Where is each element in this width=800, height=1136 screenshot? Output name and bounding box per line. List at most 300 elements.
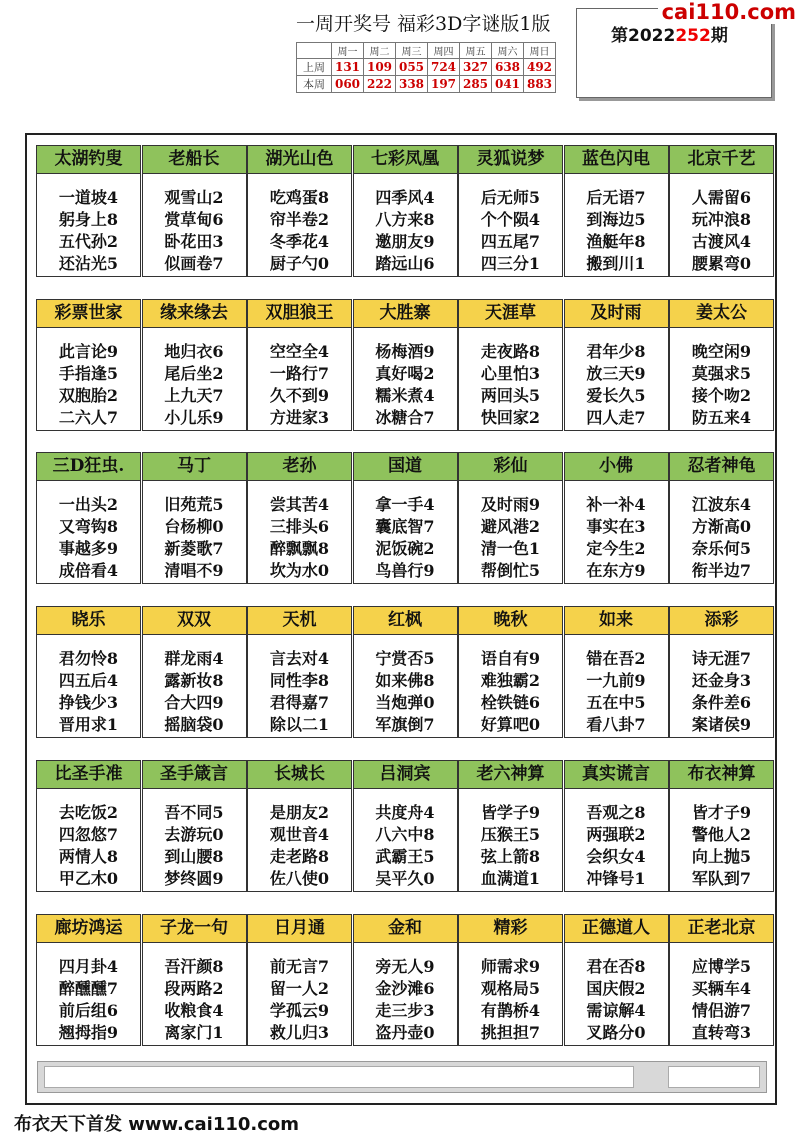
riddle-clue: 言去对4	[269, 649, 330, 668]
riddle-clues	[670, 328, 773, 429]
riddle-clue: 收粮食4	[164, 1001, 224, 1020]
bottom-bar-field	[668, 1066, 760, 1088]
riddle-clue: 似画卷7	[164, 254, 224, 273]
riddle-clue: 摇脑袋0	[164, 715, 224, 734]
riddle-clues	[354, 481, 457, 582]
riddle-clue: 吴平久0	[375, 869, 435, 888]
riddle-clues	[143, 789, 246, 890]
riddle-clues	[143, 481, 246, 582]
riddle-clue: 甲乙木0	[58, 869, 119, 888]
riddle-cell	[353, 914, 458, 1046]
riddle-clues	[248, 943, 351, 1044]
riddle-clue: 帮倒忙5	[480, 561, 541, 580]
riddle-cell	[142, 914, 247, 1046]
riddle-clues	[565, 943, 668, 1044]
riddle-clue: 四三分1	[480, 254, 541, 273]
riddle-author: 姜太公	[670, 300, 773, 328]
riddle-clue: 醉醺醺7	[58, 979, 119, 998]
riddle-clue: 坎为水0	[269, 561, 330, 580]
riddle-clue: 离家门1	[164, 1023, 224, 1042]
riddle-clue: 皆才子9	[691, 803, 752, 822]
riddle-cell	[36, 145, 141, 277]
riddle-clue: 古渡风4	[691, 232, 752, 251]
riddle-clue: 还沾光5	[58, 254, 119, 273]
riddle-clue: 莫强求5	[691, 363, 752, 383]
riddle-clue: 四五后4	[58, 671, 119, 690]
riddle-author: 子龙一句	[143, 915, 246, 943]
riddle-clue: 到海边5	[586, 210, 646, 229]
riddle-author: 日月通	[248, 915, 351, 943]
riddle-author: 天机	[248, 607, 351, 635]
riddle-clue: 诗无涯7	[691, 649, 752, 668]
riddle-clue: 在东方9	[586, 561, 646, 580]
riddle-clue: 杨梅酒9	[375, 341, 435, 361]
riddle-clue: 渔艇年8	[586, 232, 646, 251]
bottom-bar	[37, 1061, 767, 1093]
riddle-clue: 尾后坐2	[164, 363, 224, 383]
riddle-cell	[36, 606, 141, 738]
riddle-clue: 吾观之8	[586, 803, 646, 822]
riddle-cell	[247, 760, 352, 892]
riddle-clue: 一道坡4	[58, 188, 119, 207]
riddle-clue: 方渐高0	[691, 517, 752, 536]
riddle-clue: 醉飘飘8	[269, 539, 330, 558]
riddle-clue: 晚空闲9	[691, 341, 752, 361]
riddle-clue: 赏草甸6	[164, 210, 224, 229]
riddle-clue: 快回家2	[480, 407, 541, 427]
riddle-clue: 个个陨4	[480, 210, 541, 229]
draw-number: 060	[332, 76, 364, 93]
riddle-clue: 五代孙2	[58, 232, 119, 251]
riddle-clue: 接个吻2	[691, 385, 752, 405]
riddle-clue: 五在中5	[586, 693, 646, 712]
riddle-cell	[669, 145, 774, 277]
riddle-clue: 又弯钩8	[58, 517, 119, 536]
riddle-clue: 手指逢5	[58, 363, 119, 383]
riddle-clue: 梦终圆9	[164, 869, 224, 888]
riddle-clue: 会织女4	[586, 847, 646, 866]
last-week-row	[297, 59, 556, 76]
riddle-cell	[142, 606, 247, 738]
riddle-clue: 师需求9	[480, 957, 541, 976]
riddle-cell	[458, 299, 563, 431]
draw-number: 055	[396, 59, 428, 76]
riddle-clue: 台杨柳0	[164, 517, 224, 536]
riddle-clues	[565, 635, 668, 736]
riddle-clues	[37, 635, 140, 736]
riddle-clue: 观格局5	[480, 979, 541, 998]
riddle-clue: 挣钱少3	[58, 693, 119, 712]
riddle-clue: 空空全4	[269, 341, 330, 361]
riddle-clue: 错在吾2	[586, 649, 646, 668]
riddle-clue: 此言论9	[58, 341, 119, 361]
riddle-clue: 压猴王5	[480, 825, 541, 844]
riddle-clue: 佐八使0	[269, 869, 330, 888]
row-label: 本周	[297, 76, 332, 93]
riddle-clues	[248, 635, 351, 736]
riddle-clue: 泥饭碗2	[375, 539, 435, 558]
riddle-clue: 血满道1	[480, 869, 541, 888]
riddle-cell	[36, 760, 141, 892]
draw-number: 492	[524, 59, 556, 76]
riddle-clue: 旧苑荒5	[164, 495, 224, 514]
riddle-author: 红枫	[354, 607, 457, 635]
riddle-clue: 后无师5	[480, 188, 541, 207]
riddle-clues	[143, 943, 246, 1044]
riddle-cell	[458, 452, 563, 584]
riddle-cell	[247, 145, 352, 277]
riddle-cell	[669, 606, 774, 738]
draw-number: 638	[492, 59, 524, 76]
riddle-cell	[458, 606, 563, 738]
riddle-clue: 弦上箭8	[480, 847, 541, 866]
issue-prefix: 第2022	[611, 26, 676, 46]
weekly-draw-table	[296, 42, 556, 93]
riddle-clue: 挑担担7	[480, 1023, 541, 1042]
riddle-clues	[459, 635, 562, 736]
riddle-clue: 心里怕3	[480, 363, 541, 383]
riddle-cell	[564, 760, 669, 892]
day-header: 周五	[460, 43, 492, 59]
riddle-clue: 露新妆8	[164, 671, 224, 690]
riddle-cell	[142, 299, 247, 431]
riddle-cell	[669, 299, 774, 431]
riddle-clue: 金沙滩6	[375, 979, 435, 998]
riddle-cell	[564, 299, 669, 431]
riddle-author: 老船长	[143, 146, 246, 174]
riddle-clue: 群龙雨4	[164, 649, 224, 668]
riddle-clue: 观世音4	[269, 825, 330, 844]
riddle-clue: 前无言7	[269, 957, 330, 976]
riddle-author: 忍者神龟	[670, 453, 773, 481]
riddle-author: 天涯草	[459, 300, 562, 328]
riddle-clue: 八方来8	[375, 210, 435, 229]
riddle-clue: 事越多9	[58, 539, 119, 558]
riddle-clue: 买辆车4	[691, 979, 752, 998]
riddle-clue: 人需留6	[691, 188, 752, 207]
riddle-clues	[459, 789, 562, 890]
riddle-clue: 二六人7	[58, 407, 119, 427]
riddle-clues	[459, 174, 562, 275]
riddle-clue: 踏远山6	[375, 254, 435, 273]
riddle-author: 廊坊鸿运	[37, 915, 140, 943]
riddle-clue: 玩冲浪8	[691, 210, 752, 229]
riddle-clue: 定今生2	[586, 539, 646, 558]
riddle-clue: 地归衣6	[164, 341, 224, 361]
draw-number: 338	[396, 76, 428, 93]
draw-number: 041	[492, 76, 524, 93]
riddle-author: 彩票世家	[37, 300, 140, 328]
site-logo: cai110.com	[658, 0, 800, 24]
riddle-clue: 是朋友2	[269, 803, 330, 822]
riddle-clue: 如来佛8	[375, 671, 435, 690]
riddle-clue: 双胞胎2	[58, 385, 119, 405]
riddle-clues	[354, 789, 457, 890]
riddle-clue: 尝其苦4	[269, 495, 330, 514]
riddle-clue: 吾不同5	[164, 803, 224, 822]
riddle-clue: 观雪山2	[164, 188, 224, 207]
riddle-clue: 囊底智7	[375, 517, 435, 536]
riddle-clue: 条件差6	[691, 693, 752, 712]
riddle-clues	[354, 328, 457, 429]
riddle-author: 添彩	[670, 607, 773, 635]
riddle-clue: 晋用求1	[58, 715, 119, 734]
issue-suffix: 期	[710, 26, 728, 46]
riddle-clue: 前后组6	[58, 1001, 119, 1020]
riddle-author: 晚秋	[459, 607, 562, 635]
riddle-author: 吕洞宾	[354, 761, 457, 789]
riddle-clue: 真好喝2	[375, 363, 435, 383]
riddle-clue: 避风港2	[480, 517, 541, 536]
riddle-clue: 语自有9	[480, 649, 541, 668]
riddle-clues	[37, 328, 140, 429]
riddle-clue: 爱长久5	[586, 385, 646, 405]
riddle-author: 正德道人	[565, 915, 668, 943]
draw-number: 285	[460, 76, 492, 93]
riddle-author: 老六神算	[459, 761, 562, 789]
riddle-clue: 学孤云9	[269, 1001, 330, 1020]
riddle-clue: 看八卦7	[586, 715, 646, 734]
issue-number-value: 252	[675, 26, 711, 46]
riddle-clue: 皆学子9	[480, 803, 541, 822]
riddle-clues	[354, 943, 457, 1044]
riddle-clues	[459, 481, 562, 582]
riddle-cell	[36, 299, 141, 431]
riddle-author: 圣手箴言	[143, 761, 246, 789]
riddle-clues	[248, 481, 351, 582]
riddle-clue: 八六中8	[375, 825, 435, 844]
riddle-clue: 走老路8	[269, 847, 330, 866]
riddle-clue: 防五来4	[691, 407, 752, 427]
riddle-cell	[564, 914, 669, 1046]
riddle-author: 双双	[143, 607, 246, 635]
riddle-clues	[143, 328, 246, 429]
riddle-clue: 军队到7	[691, 869, 752, 888]
riddle-clue: 救儿归3	[269, 1023, 330, 1042]
riddle-clue: 小儿乐9	[164, 407, 224, 427]
riddle-clue: 宁赏否5	[375, 649, 435, 668]
riddle-clue: 栓铁链6	[480, 693, 541, 712]
day-header: 周一	[332, 43, 364, 59]
riddle-clue: 旁无人9	[375, 957, 435, 976]
riddle-clue: 情侣游7	[691, 1001, 752, 1020]
riddle-clues	[565, 789, 668, 890]
riddle-clue: 君勿怜8	[58, 649, 119, 668]
draw-number: 197	[428, 76, 460, 93]
riddle-cell	[353, 606, 458, 738]
riddle-clue: 冲锋号1	[586, 869, 646, 888]
riddle-clue: 留一人2	[269, 979, 330, 998]
footer-text: 布衣天下首发 www.cai110.com	[14, 1114, 300, 1135]
riddle-clue: 一九前9	[586, 671, 646, 690]
riddle-clue: 新菱歌7	[164, 539, 224, 558]
riddle-author: 七彩凤凰	[354, 146, 457, 174]
riddle-clue: 衔半边7	[691, 561, 752, 580]
riddle-author: 精彩	[459, 915, 562, 943]
riddle-clue: 糯米煮4	[375, 385, 435, 405]
riddle-cell	[458, 145, 563, 277]
riddle-author: 三D狂虫.	[37, 453, 140, 481]
riddle-clue: 四人走7	[586, 407, 646, 427]
riddle-clue: 段两路2	[164, 979, 224, 998]
riddle-cell	[669, 452, 774, 584]
riddle-clues	[37, 481, 140, 582]
riddle-clue: 冬季花4	[269, 232, 330, 251]
riddle-clues	[459, 943, 562, 1044]
riddle-clues	[354, 635, 457, 736]
riddle-clues	[670, 635, 773, 736]
riddle-cell	[247, 452, 352, 584]
riddle-clue: 一路行7	[269, 363, 330, 383]
riddle-clue: 邀朋友9	[375, 232, 435, 251]
riddle-clue: 补一补4	[586, 495, 646, 514]
riddle-clue: 直转弯3	[691, 1023, 752, 1042]
riddle-clue: 四五尾7	[480, 232, 541, 251]
riddle-cell	[353, 452, 458, 584]
riddle-clue: 江波东4	[691, 495, 752, 514]
riddle-clue: 成倍看4	[58, 561, 119, 580]
riddle-clue: 拿一手4	[375, 495, 435, 514]
riddle-author: 如来	[565, 607, 668, 635]
riddle-clues	[143, 635, 246, 736]
draw-number: 222	[364, 76, 396, 93]
riddle-clue: 需谅解4	[586, 1001, 646, 1020]
riddle-clues	[670, 789, 773, 890]
riddle-clue: 方进家3	[269, 407, 330, 427]
riddle-cell	[247, 606, 352, 738]
day-header: 周六	[492, 43, 524, 59]
riddle-cell	[353, 299, 458, 431]
riddle-cell	[458, 760, 563, 892]
day-header: 周四	[428, 43, 460, 59]
riddle-clue: 难独霸2	[480, 671, 541, 690]
riddle-clues	[565, 481, 668, 582]
riddle-cell	[36, 452, 141, 584]
riddle-clue: 君年少8	[586, 341, 646, 361]
riddle-cell	[247, 299, 352, 431]
riddle-clue: 事实在3	[586, 517, 646, 536]
day-header: 周日	[524, 43, 556, 59]
riddle-cell	[564, 452, 669, 584]
riddle-clue: 还金身3	[691, 671, 752, 690]
riddle-author: 长城长	[248, 761, 351, 789]
riddle-clue: 两强联2	[586, 825, 646, 844]
riddle-cell	[564, 145, 669, 277]
riddle-author: 马丁	[143, 453, 246, 481]
riddle-clue: 及时雨9	[480, 495, 541, 514]
riddle-clue: 翘拇指9	[58, 1023, 119, 1042]
riddle-cell	[36, 914, 141, 1046]
riddle-clues	[459, 328, 562, 429]
riddle-author: 比圣手准	[37, 761, 140, 789]
riddle-clues	[670, 943, 773, 1044]
riddle-author: 金和	[354, 915, 457, 943]
draw-number: 109	[364, 59, 396, 76]
draw-number: 327	[460, 59, 492, 76]
day-header: 周二	[364, 43, 396, 59]
riddle-clue: 四忽悠7	[58, 825, 119, 844]
riddle-clue: 盗丹壶0	[375, 1023, 435, 1042]
riddle-clue: 向上抛5	[691, 847, 752, 866]
riddle-author: 小佛	[565, 453, 668, 481]
riddle-cell	[142, 452, 247, 584]
riddle-clues	[248, 789, 351, 890]
riddle-clue: 合大四9	[164, 693, 224, 712]
riddle-clue: 当炮弹0	[375, 693, 435, 712]
riddle-author: 真实谎言	[565, 761, 668, 789]
riddle-cell	[564, 606, 669, 738]
riddle-clue: 国庆假2	[586, 979, 646, 998]
riddle-clue: 久不到9	[269, 385, 330, 405]
riddle-author: 缘来缘去	[143, 300, 246, 328]
riddle-clue: 搬到川1	[586, 254, 646, 273]
page-title: 一周开奖号 福彩3D字谜版1版	[296, 13, 551, 35]
riddle-clue: 吾汗颜8	[164, 957, 224, 976]
riddle-cell	[669, 914, 774, 1046]
riddle-cell	[669, 760, 774, 892]
riddle-author: 布衣神算	[670, 761, 773, 789]
riddle-grid-frame	[25, 133, 777, 1105]
riddle-clue: 清一色1	[480, 539, 541, 558]
riddle-author: 国道	[354, 453, 457, 481]
riddle-cell	[353, 145, 458, 277]
riddle-cell	[142, 760, 247, 892]
riddle-clues	[565, 328, 668, 429]
riddle-clues	[248, 174, 351, 275]
riddle-clues	[37, 174, 140, 275]
riddle-clue: 三排头6	[269, 517, 330, 536]
issue-number	[611, 21, 728, 46]
riddle-author: 彩仙	[459, 453, 562, 481]
riddle-clues	[670, 481, 773, 582]
riddle-clues	[37, 943, 140, 1044]
riddle-clues	[670, 174, 773, 275]
riddle-clue: 冰糖合7	[375, 407, 435, 427]
riddle-clue: 卧花田3	[164, 232, 224, 251]
riddle-cell	[458, 914, 563, 1046]
riddle-cell	[142, 145, 247, 277]
riddle-clue: 鸟兽行9	[375, 561, 435, 580]
riddle-clue: 警他人2	[691, 825, 752, 844]
riddle-author: 蓝色闪电	[565, 146, 668, 174]
riddle-cell	[353, 760, 458, 892]
riddle-clue: 厨子勺0	[269, 254, 330, 273]
riddle-author: 及时雨	[565, 300, 668, 328]
riddle-clue: 案诸侯9	[691, 715, 752, 734]
riddle-clue: 走夜路8	[480, 341, 541, 361]
riddle-clue: 去吃饭2	[58, 803, 119, 822]
draw-number: 131	[332, 59, 364, 76]
riddle-cell	[247, 914, 352, 1046]
riddle-author: 北京千艺	[670, 146, 773, 174]
riddle-clue: 躬身上8	[58, 210, 119, 229]
riddle-clues	[354, 174, 457, 275]
riddle-author: 太湖钓叟	[37, 146, 140, 174]
riddle-clues	[37, 789, 140, 890]
riddle-clue: 君得嘉7	[269, 693, 330, 712]
riddle-clue: 除以二1	[269, 715, 330, 734]
riddle-clue: 两回头5	[480, 385, 541, 405]
riddle-clue: 帘半卷2	[269, 210, 330, 229]
riddle-author: 老孙	[248, 453, 351, 481]
riddle-clue: 走三步3	[375, 1001, 435, 1020]
riddle-author: 湖光山色	[248, 146, 351, 174]
riddle-clue: 后无语7	[586, 188, 646, 207]
row-label: 上周	[297, 59, 332, 76]
riddle-clues	[248, 328, 351, 429]
bottom-bar-field	[44, 1066, 634, 1088]
day-header: 周三	[396, 43, 428, 59]
